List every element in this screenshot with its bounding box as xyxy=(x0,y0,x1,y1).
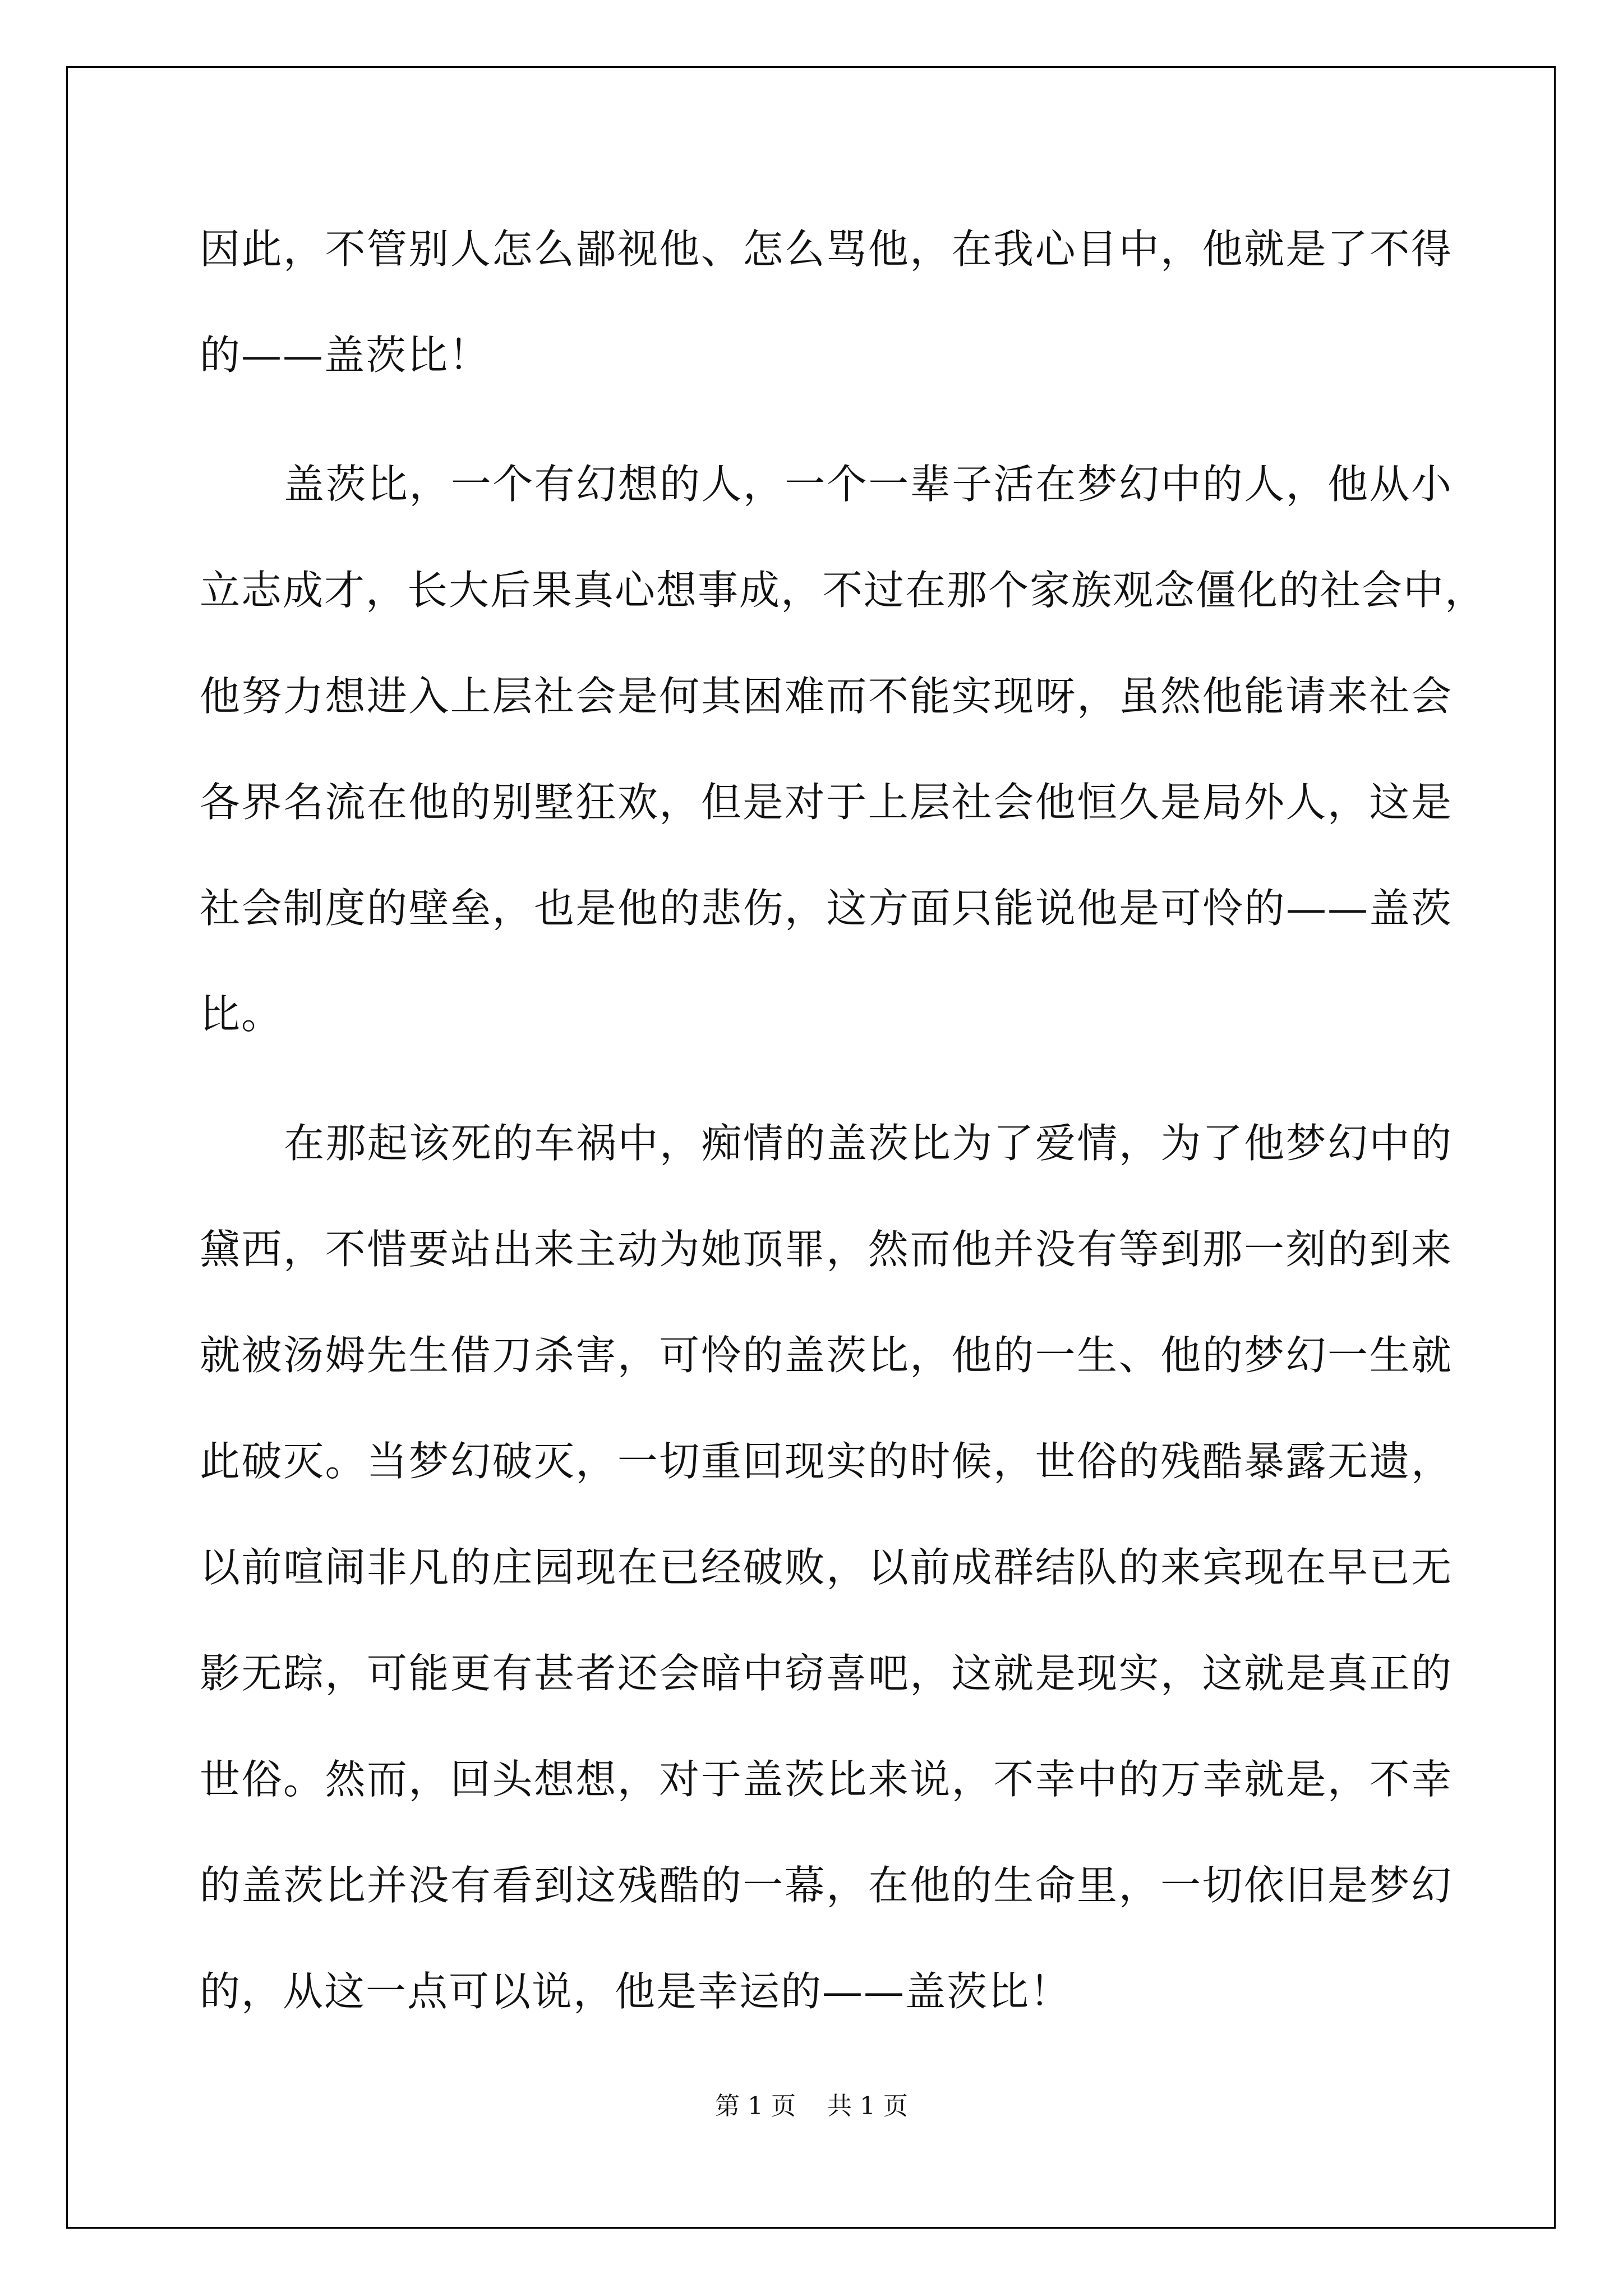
paragraph-line: 比。 xyxy=(200,991,283,1038)
paragraph-line: 盖茨比，一个有幻想的人，一个一辈子活在梦幻中的人，他从小 xyxy=(284,461,1453,508)
paragraph-line: 黛西，不惜要站出来主动为她顶罪，然而他并没有等到那一刻的到来 xyxy=(200,1226,1453,1273)
paragraph-line: 他努力想进入上层社会是何其困难而不能实现呀，虽然他能请来社会 xyxy=(200,673,1453,720)
paragraph-line: 各界名流在他的别墅狂欢，但是对于上层社会他恒久是局外人，这是 xyxy=(200,779,1453,826)
paragraph-line: 的盖茨比并没有看到这残酷的一幕，在他的生命里，一切依旧是梦幻 xyxy=(200,1862,1453,1909)
paragraph-line: 在那起该死的车祸中，痴情的盖茨比为了爱情，为了他梦幻中的 xyxy=(284,1120,1453,1167)
paragraph-line: 此破灭。当梦幻破灭，一切重回现实的时候，世俗的残酷暴露无遗， xyxy=(200,1438,1453,1485)
paragraph-line: 社会制度的壁垒，也是他的悲伤，这方面只能说他是可怜的——盖茨 xyxy=(200,885,1453,932)
paragraph-line: 因此，不管别人怎么鄙视他、怎么骂他，在我心目中，他就是了不得 xyxy=(200,226,1453,273)
paragraph-line: 就被汤姆先生借刀杀害，可怜的盖茨比，他的一生、他的梦幻一生就 xyxy=(200,1332,1453,1379)
paragraph-line: 的——盖茨比！ xyxy=(200,332,491,379)
paragraph-line: 立志成才，长大后果真心想事成，不过在那个家族观念僵化的社会中， xyxy=(200,567,1487,614)
paragraph-line: 以前喧闹非凡的庄园现在已经破败，以前成群结队的来宾现在早已无 xyxy=(200,1544,1453,1591)
paragraph-line: 世俗。然而，回头想想，对于盖茨比来说，不幸中的万幸就是，不幸 xyxy=(200,1756,1453,1803)
paragraph-line: 的，从这一点可以说，他是幸运的——盖茨比！ xyxy=(200,1968,1072,2015)
page-number-footer: 第 1 页 共 1 页 xyxy=(715,2092,908,2120)
paragraph-line: 影无踪，可能更有甚者还会暗中窃喜吧，这就是现实，这就是真正的 xyxy=(200,1650,1453,1697)
document-body xyxy=(200,215,1487,2064)
